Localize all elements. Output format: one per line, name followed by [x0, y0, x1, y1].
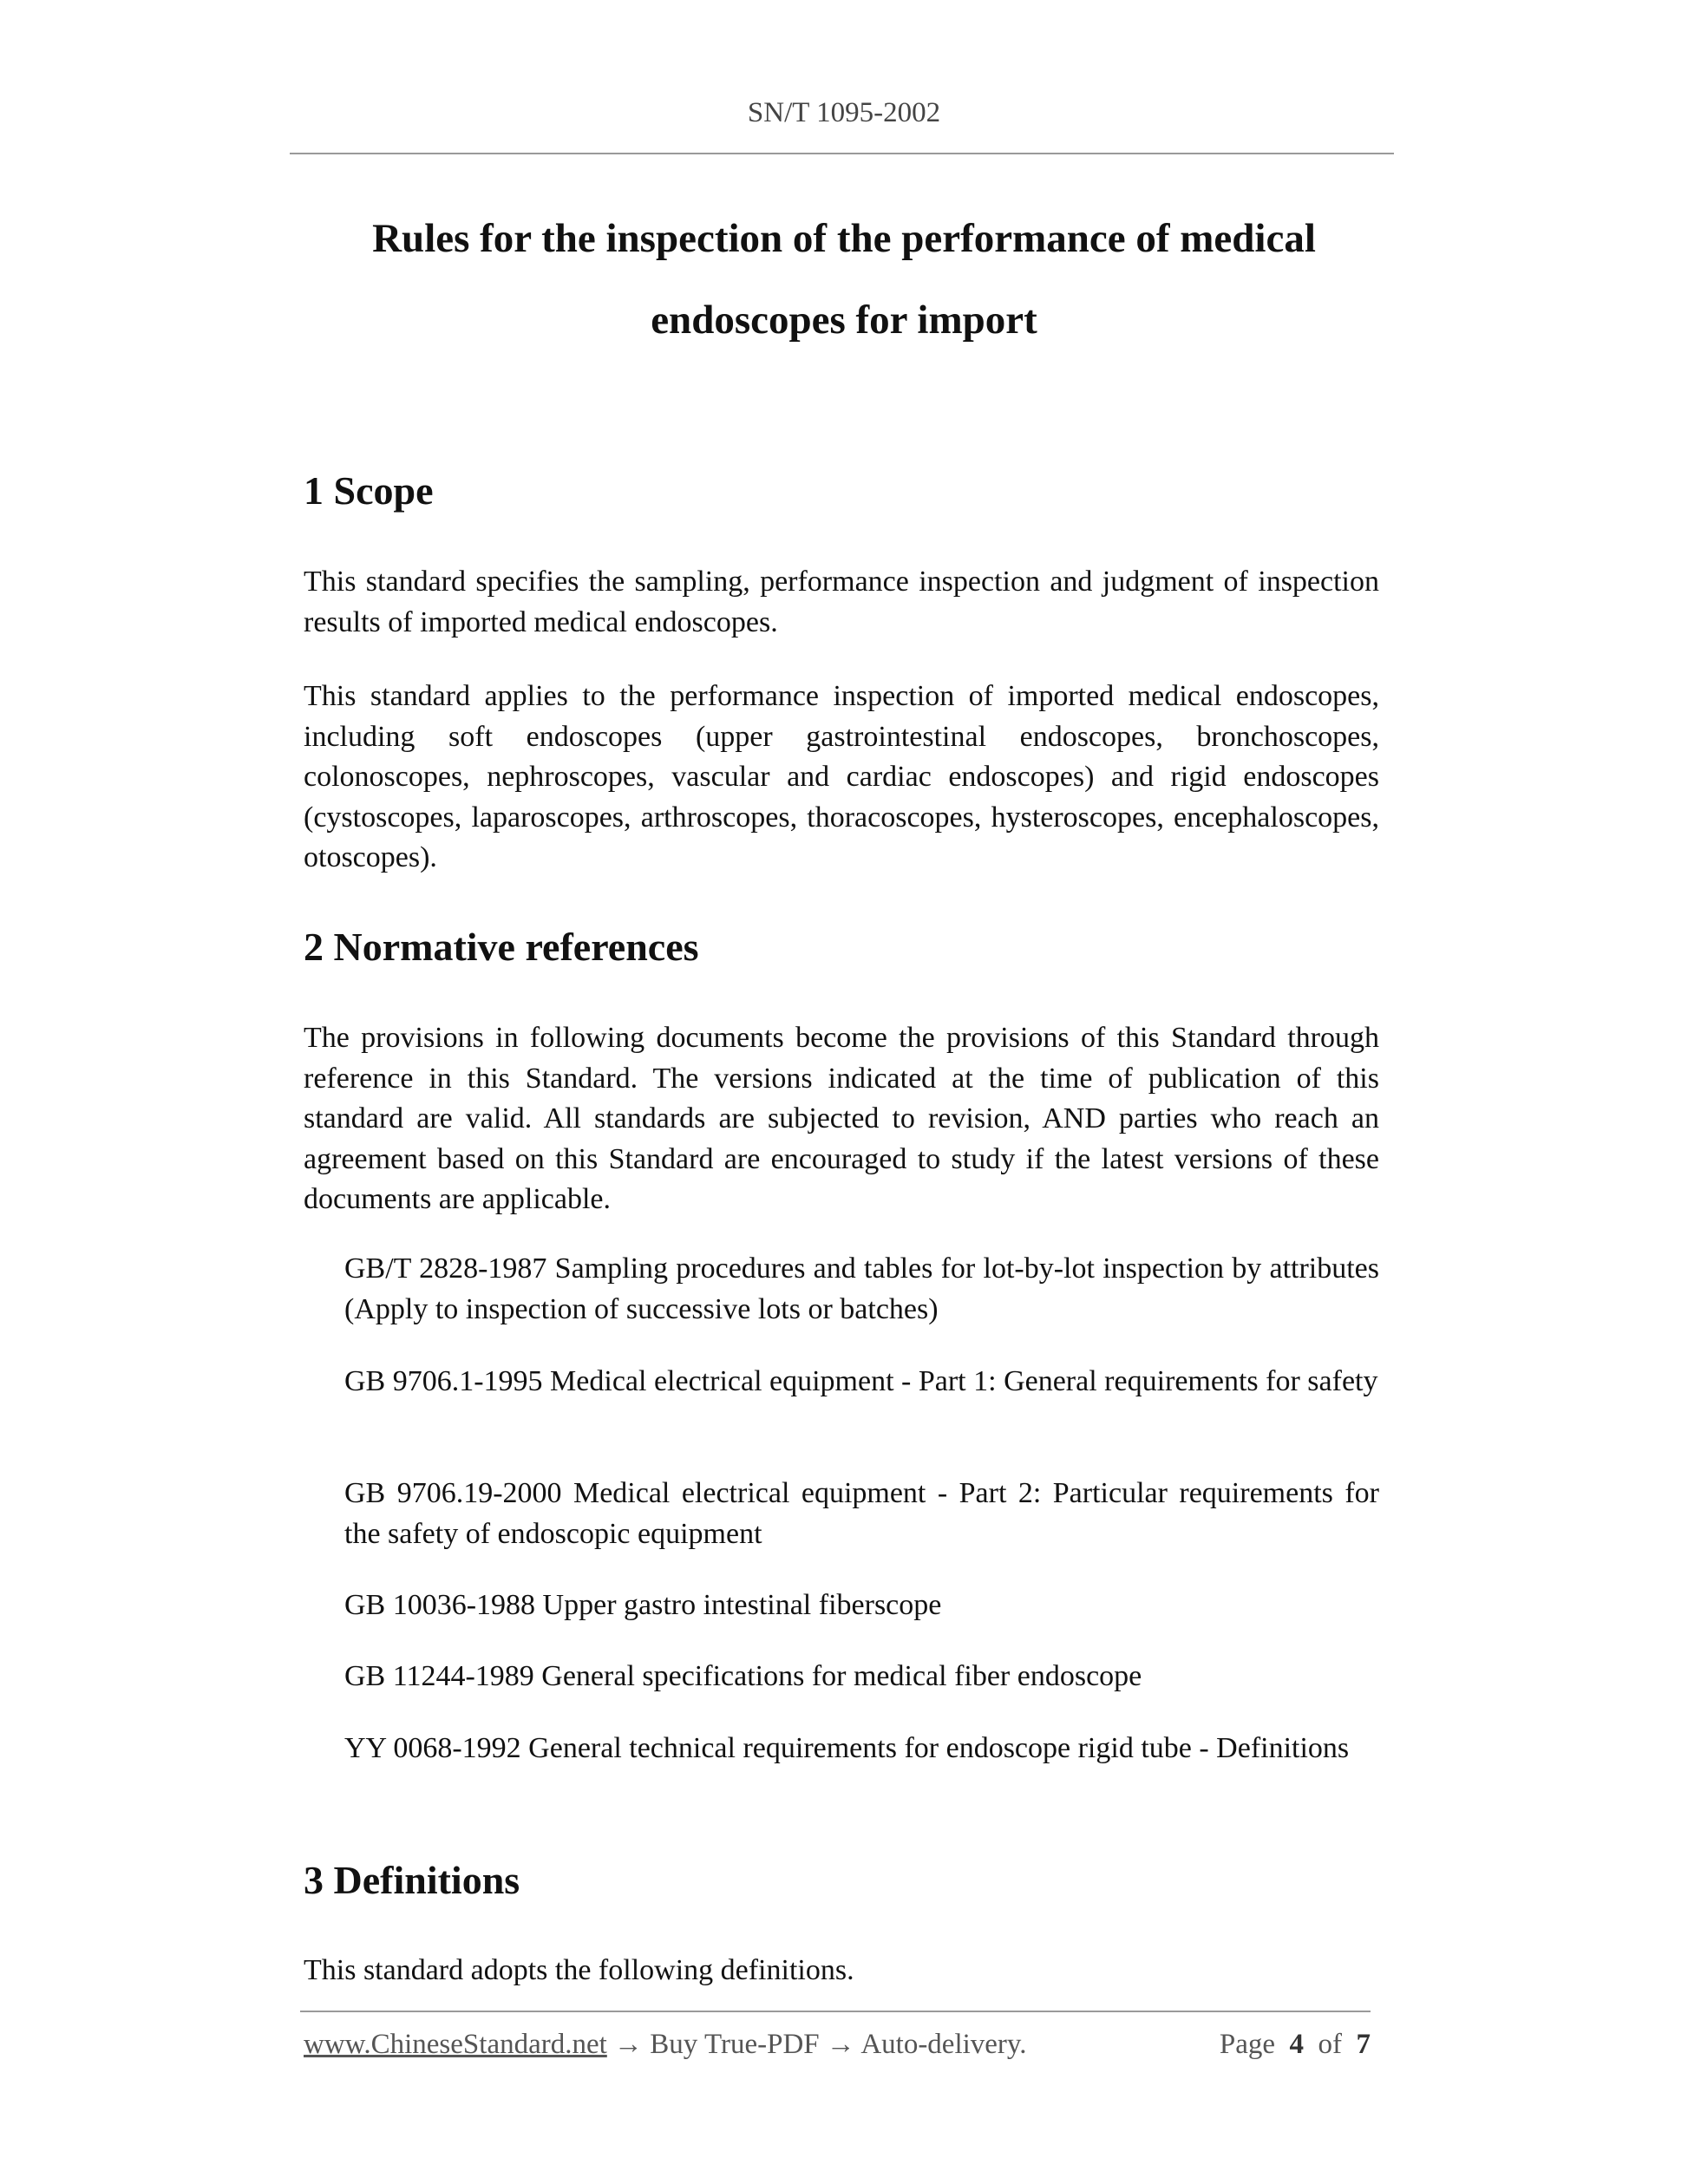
page-label: Page [1219, 2029, 1275, 2060]
title-line-2: endoscopes for import [651, 298, 1037, 343]
reference-item: YY 0068-1992 General technical requirements for endoscope rigid tube - Definitions [344, 1732, 1350, 1764]
of-label: of [1318, 2029, 1342, 2060]
page-total: 7 [1356, 2029, 1371, 2060]
normative-paragraph-1: The provisions in following documents become the provisions of this Standard through reference in this Standard. The versions indicated at the time of publication of this standard are valid. All standards are subjected to revision, AND parties who reach an agreement based on this Standard are encouraged to study if the latest versions of these documents are applicable. [304, 1022, 1379, 1215]
page-content [304, 0, 1379, 1995]
section-heading-normative: 2 Normative references [304, 925, 699, 969]
reference-item: GB 9706.19-2000 Medical electrical equipment - Part 2: Particular requirements for the safety of endoscopic equipment [344, 1477, 1379, 1550]
header-code: SN/T 1095-2002 [747, 97, 941, 128]
scope-paragraph-2: This standard applies to the performance inspection of imported medical endoscopes, including soft endoscopes (upper gastrointestinal endoscopes, bronchoscopes, colonoscopes, nephroscopes, vascular and cardiac endoscopes) and rigid endoscopes (cystoscopes, laparoscopes, arthroscopes, thoracoscopes, hysteroscopes, encephaloscopes, otoscopes). [304, 680, 1379, 873]
footer-left [304, 2029, 1027, 2061]
auto-delivery-text: Auto-delivery. [860, 2029, 1027, 2060]
page-footer [304, 2029, 1371, 2069]
reference-item: GB/T 2828-1987 Sampling procedures and tables for lot-by-lot inspection by attributes (Apply to inspection of successive lots or batches) [344, 1252, 1379, 1325]
reference-item: GB 10036-1988 Upper gastro intestinal fiberscope [344, 1589, 942, 1621]
footer-rule [300, 2011, 1371, 2012]
arrow-right-icon: → [826, 2029, 855, 2060]
title-line-1: Rules for the inspection of the performance of medical [372, 216, 1316, 261]
page-number: 4 [1289, 2029, 1304, 2060]
reference-item: GB 9706.1-1995 Medical electrical equipment - Part 1: General requirements for safety [344, 1365, 1378, 1397]
site-link[interactable]: www.ChineseStandard.net [304, 2029, 607, 2060]
buy-pdf-text: Buy True-PDF [650, 2029, 820, 2060]
page-indicator [1220, 2029, 1371, 2061]
definitions-paragraph-1: This standard adopts the following definitions. [304, 1954, 854, 1986]
reference-item: GB 11244-1989 General specifications for medical fiber endoscope [344, 1660, 1142, 1692]
section-heading-scope: 1 Scope [304, 468, 434, 513]
section-heading-definitions: 3 Definitions [304, 1858, 520, 1902]
arrow-right-icon: → [614, 2029, 644, 2060]
scope-paragraph-1: This standard specifies the sampling, performance inspection and judgment of inspection results of imported medical endoscopes. [304, 566, 1379, 638]
